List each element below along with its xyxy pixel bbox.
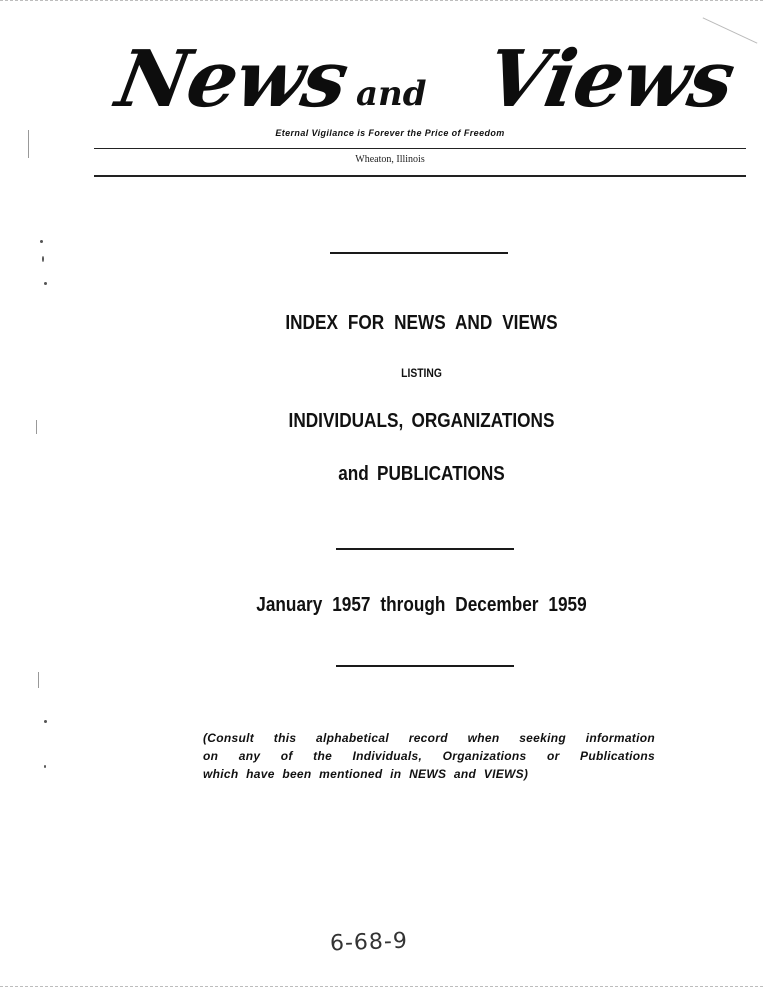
page-edge-top [0, 0, 763, 1]
divider-rule [336, 665, 514, 667]
masthead-title-news: News [109, 34, 355, 125]
scan-mark [28, 130, 29, 158]
scan-mark [38, 672, 39, 688]
masthead-location: Wheaton, Illinois [355, 154, 425, 165]
consult-note [203, 729, 655, 783]
masthead-title-views: Views [479, 34, 741, 125]
divider-rule [330, 252, 508, 254]
listing-subtitle: LISTING [401, 366, 442, 380]
page-edge-bottom [0, 986, 763, 987]
masthead-title-and: and [356, 74, 427, 114]
scan-mark [44, 720, 47, 723]
scan-mark [36, 420, 37, 434]
publications-heading: and PUBLICATIONS [338, 463, 505, 485]
handwritten-mark: 6-68-9 [329, 928, 409, 957]
masthead-rule-bottom [94, 175, 746, 177]
consult-note-line: (Consult this alphabetical record when seeking information [203, 731, 655, 745]
divider-rule [336, 548, 514, 550]
individuals-heading: INDIVIDUALS, ORGANIZATIONS [288, 410, 555, 432]
scan-mark [44, 765, 46, 768]
masthead-rule-top [94, 148, 746, 149]
scan-mark [40, 240, 43, 243]
consult-note-line: which have been mentioned in NEWS and VIEWS) [203, 767, 529, 781]
masthead-motto: Eternal Vigilance is Forever the Price of Freedom [275, 128, 505, 138]
consult-note-line: on any of the Individuals, Organizations or Publications [203, 749, 655, 763]
date-range: January 1957 through December 1959 [256, 594, 587, 616]
scan-mark [42, 256, 44, 262]
scan-mark [44, 282, 47, 285]
index-title: INDEX FOR NEWS AND VIEWS [285, 312, 558, 334]
